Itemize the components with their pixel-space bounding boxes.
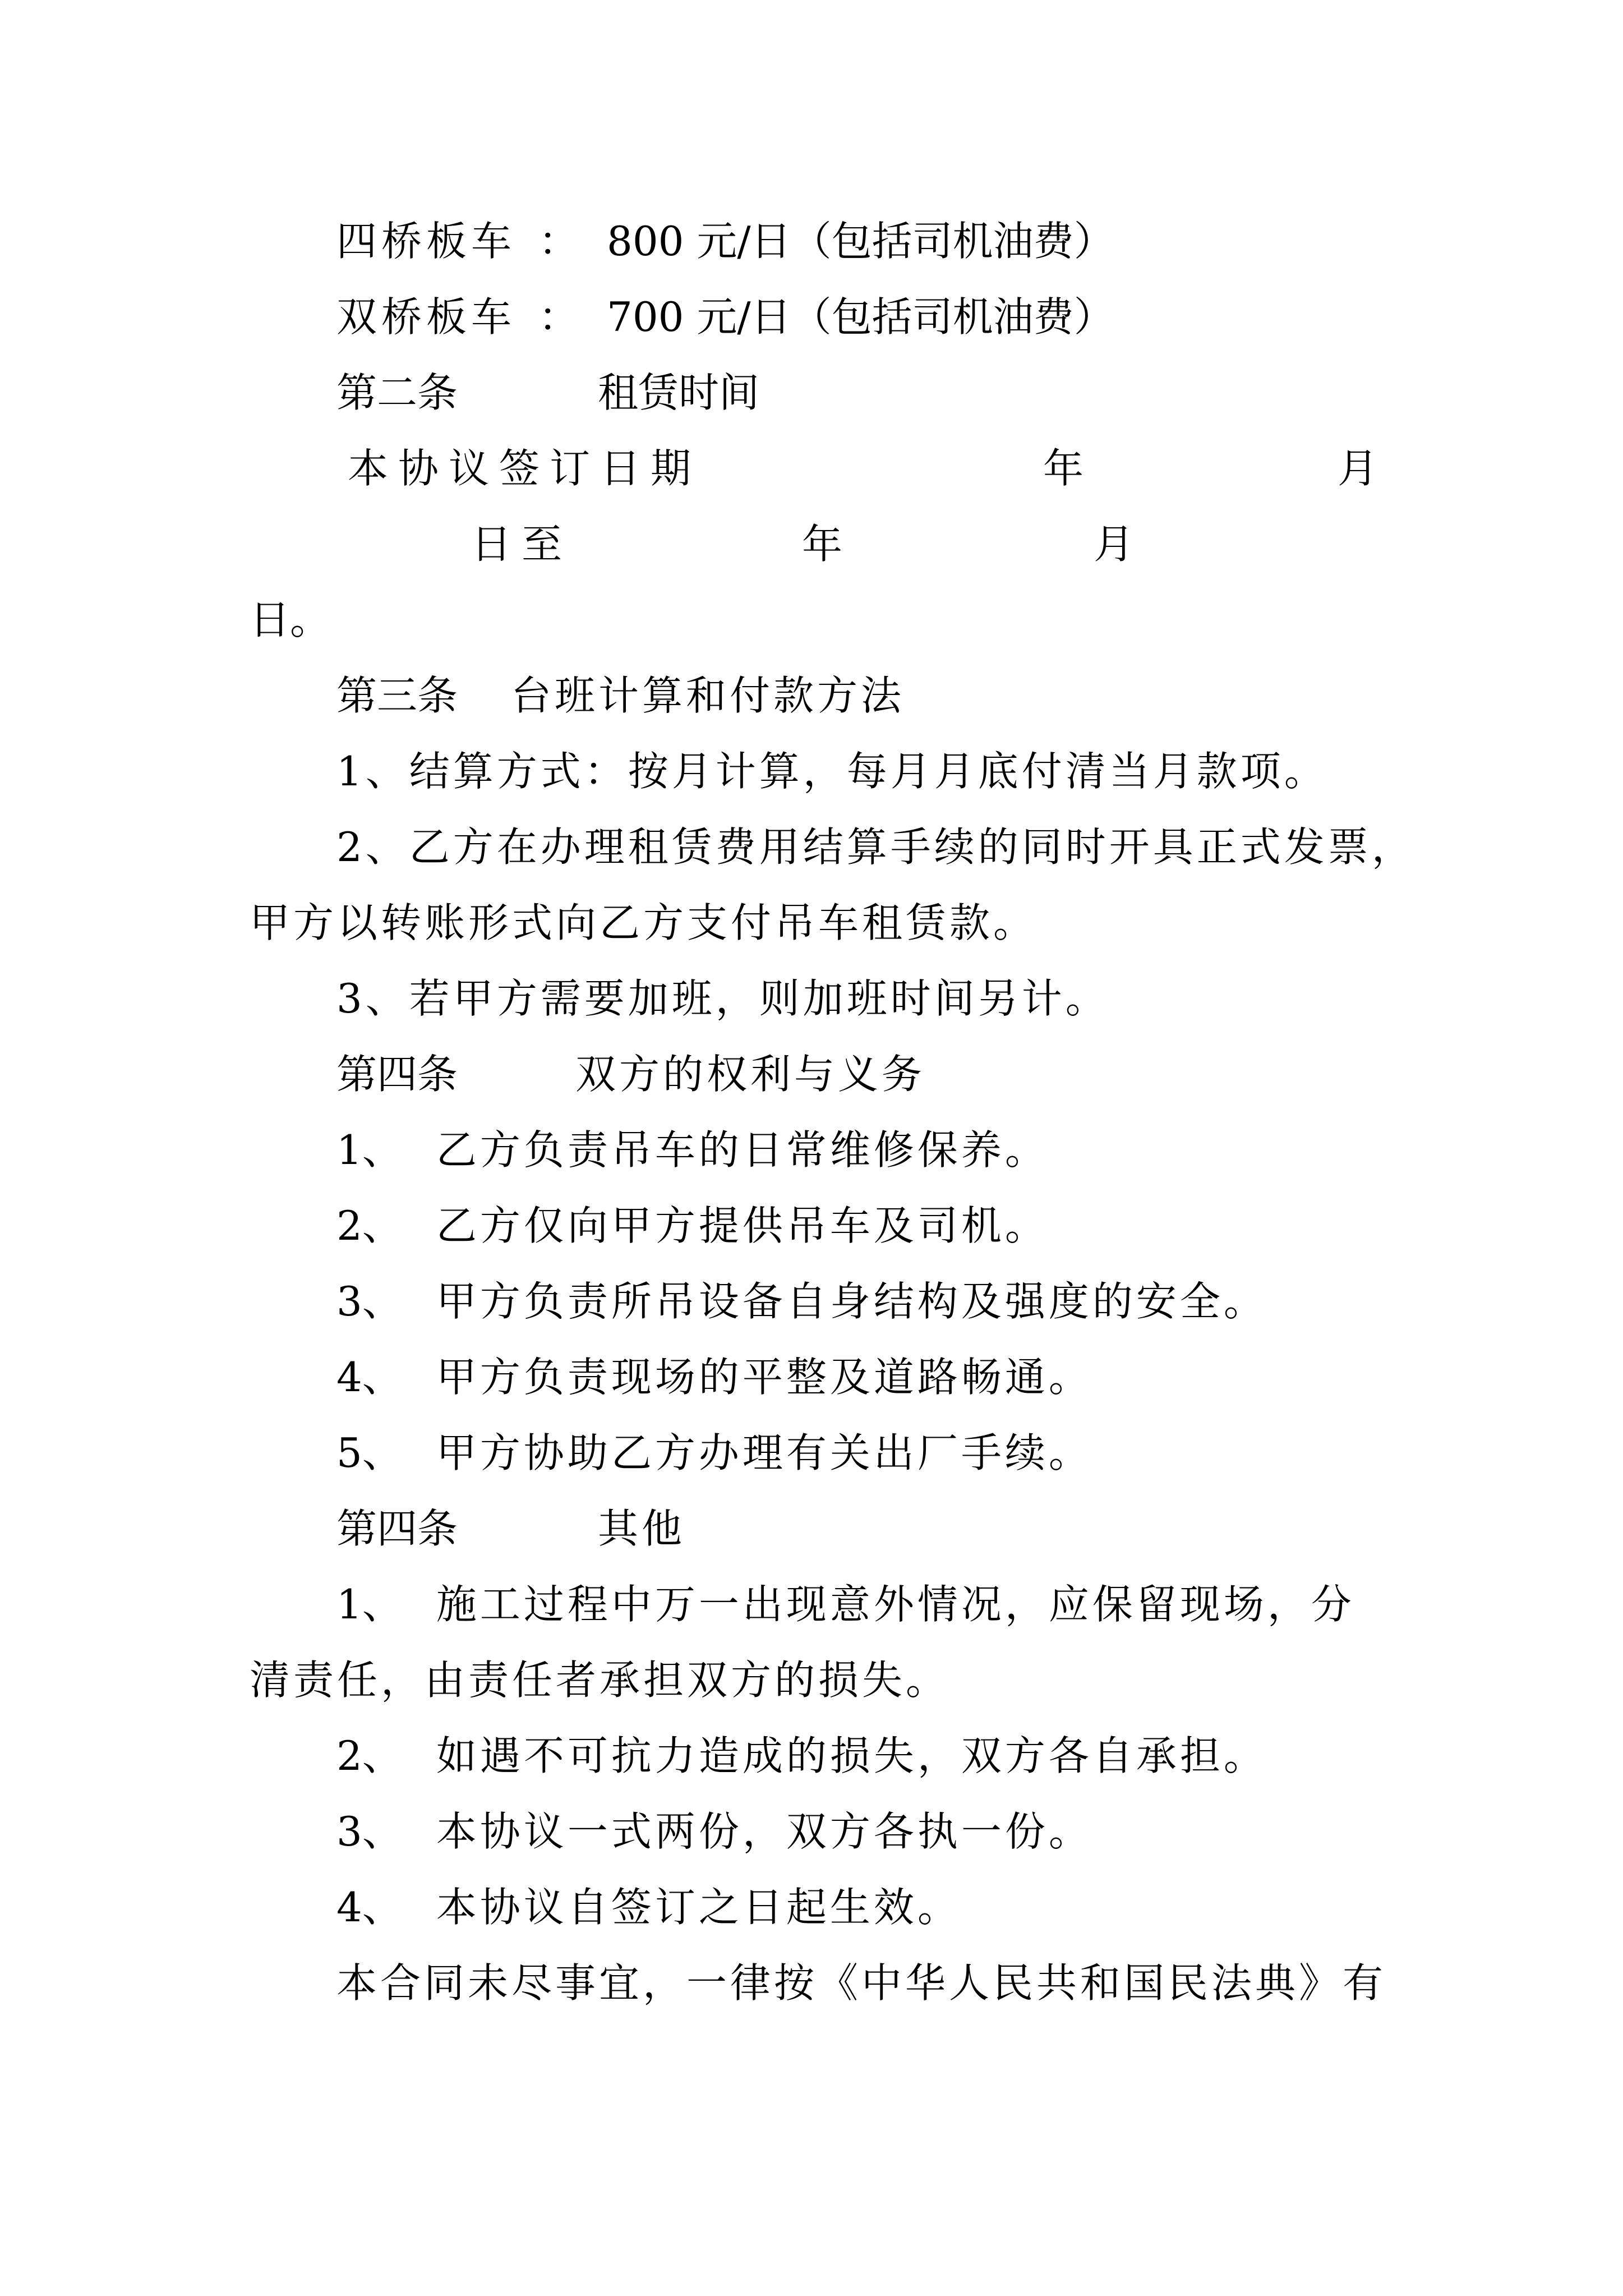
list-text: 清责任，由责任者承担双方的损失。: [250, 1657, 950, 1704]
list-text: 甲方负责现场的平整及道路畅通。: [436, 1354, 1092, 1401]
list-item: [336, 1882, 961, 1932]
article-3-item-3: 3、若甲方需要加班，则加班时间另计。: [336, 975, 1109, 1022]
date-month-label: 月: [1338, 445, 1378, 492]
article-3-heading: [336, 670, 905, 721]
article-title: 租赁时间: [598, 369, 760, 416]
rate-price: 700 元/日（包括司机油费）: [607, 293, 1114, 341]
list-number: 3、: [336, 1278, 403, 1325]
list-number: 1、: [336, 1581, 403, 1628]
article-title: 双方的权利与义务: [575, 1051, 926, 1098]
signing-date-line-1: [348, 443, 1391, 494]
signing-date-line-3: [250, 595, 330, 645]
date-day-to-label: 日至: [471, 521, 573, 568]
list-text: 甲方协助乙方办理有关出厂手续。: [436, 1429, 1092, 1476]
list-item: [336, 1276, 1267, 1327]
date-year-label: 年: [1043, 445, 1084, 492]
list-text: 甲方负责所吊设备自身结构及强度的安全。: [436, 1278, 1267, 1325]
date-year-label: 年: [802, 521, 843, 568]
signing-date-line-2: [471, 519, 1200, 569]
list-number: 2、: [336, 1202, 403, 1249]
date-day-end: 日。: [250, 596, 331, 643]
rate-vehicle: 双桥板车: [336, 293, 517, 341]
list-text: 乙方负责吊车的日常维修保养。: [436, 1126, 1049, 1174]
list-text: 乙方仅向甲方提供吊车及司机。: [436, 1202, 1049, 1249]
article-4-heading: [336, 1049, 925, 1099]
rate-line-2: [336, 292, 1114, 342]
list-text: 本协议一式两份，双方各执一份。: [436, 1808, 1092, 1855]
article-3-item-1: 1、结算方式：按月计算，每月月底付清当月款项。: [336, 748, 1328, 795]
date-month-label: 月: [1094, 521, 1135, 568]
article-title: 台班计算和付款方法: [511, 672, 905, 719]
article-3-item-2: 2、乙方在办理租赁费用结算手续的同时开具正式发票，: [336, 823, 1415, 871]
list-item: [336, 1352, 1092, 1402]
list-number: 3、: [336, 1808, 403, 1855]
article-number: 第四条: [336, 1505, 458, 1552]
list-item: [336, 1200, 1049, 1251]
list-item: [336, 1731, 1267, 1781]
list-text: 施工过程中万一出现意外情况，应保留现场，分: [436, 1581, 1355, 1628]
date-prefix: 本协议签订日期: [348, 445, 702, 492]
rate-vehicle: 四桥板车: [336, 218, 517, 265]
list-item-continued: [250, 1655, 949, 1705]
list-item: [336, 1579, 1355, 1630]
article-4-other-heading: [336, 1503, 685, 1554]
rate-separator: ：: [538, 218, 579, 265]
rate-line-1: [336, 216, 1114, 266]
list-item: [336, 1806, 1092, 1857]
list-item: [336, 1428, 1092, 1478]
list-text: 如遇不可抗力造成的损失，双方各自承担。: [436, 1732, 1267, 1779]
article-number: 第四条: [336, 1051, 458, 1098]
rate-price: 800 元/日（包括司机油费）: [607, 218, 1114, 265]
list-item: [336, 1125, 1049, 1175]
list-text: 本协议自签订之日起生效。: [436, 1884, 961, 1931]
list-number: 4、: [336, 1884, 403, 1931]
list-number: 2、: [336, 1732, 403, 1779]
article-title: 其他: [598, 1505, 686, 1552]
list-number: 5、: [336, 1429, 403, 1476]
closing-paragraph: 本合同未尽事宜，一律按《中华人民共和国民法典》有: [336, 1959, 1387, 2007]
article-number: 第二条: [336, 369, 458, 416]
list-number: 4、: [336, 1354, 403, 1401]
article-2-heading: [336, 367, 759, 418]
list-number: 1、: [336, 1126, 403, 1174]
article-3-item-2-continued: 甲方以转账形式向乙方支付吊车租赁款。: [250, 899, 1038, 946]
article-number: 第三条: [336, 672, 458, 719]
rate-separator: ：: [538, 293, 579, 341]
